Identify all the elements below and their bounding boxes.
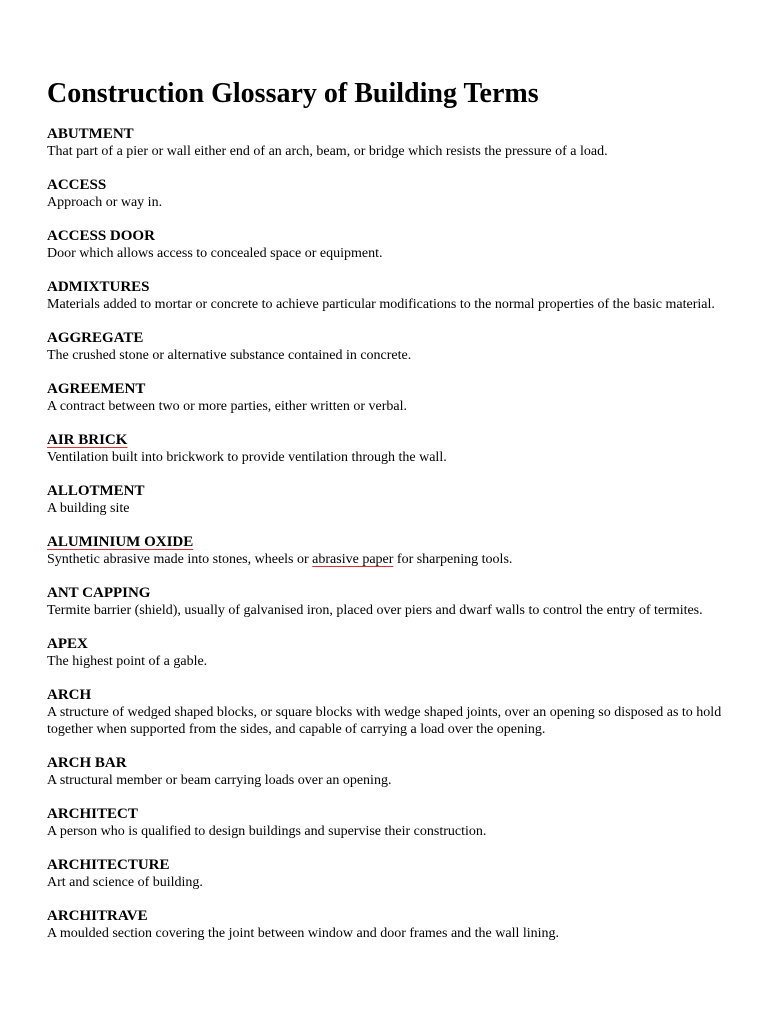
term-definition: Materials added to mortar or concrete to achieve particular modifications to the normal properties of the basic material. <box>47 297 715 312</box>
term-heading: ARCH <box>47 687 92 703</box>
term-definition: The highest point of a gable. <box>47 654 208 669</box>
term-heading: ADMIXTURES <box>47 279 150 295</box>
glossary-entry-access <box>47 177 737 211</box>
glossary-entry-arch <box>47 687 737 738</box>
term-heading: AGGREGATE <box>47 330 144 346</box>
term-heading: ARCHITECTURE <box>47 857 170 873</box>
page-title: Construction Glossary of Building Terms <box>47 78 539 109</box>
glossary-entry-abutment <box>47 126 737 160</box>
term-definition: Ventilation built into brickwork to provide ventilation through the wall. <box>47 450 447 465</box>
term-definition: Termite barrier (shield), usually of galvanised iron, placed over piers and dwarf walls to control the entry of termites. <box>47 603 703 618</box>
term-heading: ACCESS DOOR <box>47 228 155 244</box>
glossary-entry-architrave <box>47 908 737 942</box>
glossary-entry-admixtures <box>47 279 737 313</box>
term-definition: A person who is qualified to design buildings and supervise their construction. <box>47 824 487 839</box>
glossary-entry-allotment <box>47 483 737 517</box>
term-heading: ARCHITRAVE <box>47 908 148 924</box>
glossary-entry-arch-bar <box>47 755 737 789</box>
spellcheck-flagged-term[interactable]: ALUMINIUM OXIDE <box>47 534 194 550</box>
term-heading: ARCHITECT <box>47 806 138 822</box>
term-heading: ACCESS <box>47 177 107 193</box>
term-heading: APEX <box>47 636 88 652</box>
term-definition: Approach or way in. <box>47 195 163 210</box>
term-heading <box>47 534 737 551</box>
term-definition: A structure of wedged shaped blocks, or square blocks with wedge shaped joints, over an opening so disposed as to hold together when supported from the sides, and capable of carrying a load over the opening. <box>47 705 722 737</box>
glossary-entry-architecture <box>47 857 737 891</box>
glossary-entry-architect <box>47 806 737 840</box>
glossary-page <box>47 76 737 959</box>
term-heading: ABUTMENT <box>47 126 134 142</box>
spellcheck-flagged-term[interactable]: AIR BRICK <box>47 432 128 448</box>
glossary-entry-agreement <box>47 381 737 415</box>
term-heading <box>47 432 737 449</box>
definition-text: for sharpening tools. <box>393 552 513 567</box>
term-heading: ARCH BAR <box>47 755 127 771</box>
term-definition: That part of a pier or wall either end of an arch, beam, or bridge which resists the pressure of a load. <box>47 144 608 159</box>
term-definition: Art and science of building. <box>47 875 203 890</box>
glossary-entry-aggregate <box>47 330 737 364</box>
term-heading: ANT CAPPING <box>47 585 151 601</box>
glossary-entry-aluminium-oxide <box>47 534 737 568</box>
glossary-entry-ant-capping <box>47 585 737 619</box>
term-definition: Door which allows access to concealed space or equipment. <box>47 246 383 261</box>
term-definition: The crushed stone or alternative substance contained in concrete. <box>47 348 412 363</box>
term-definition: A building site <box>47 501 130 516</box>
term-definition: A moulded section covering the joint between window and door frames and the wall lining. <box>47 926 560 941</box>
term-heading: AGREEMENT <box>47 381 146 397</box>
glossary-entry-apex <box>47 636 737 670</box>
glossary-entry-air-brick <box>47 432 737 466</box>
glossary-entry-access-door <box>47 228 737 262</box>
term-heading: ALLOTMENT <box>47 483 145 499</box>
term-definition <box>47 551 737 568</box>
spellcheck-flagged-phrase[interactable]: abrasive paper <box>312 552 394 567</box>
definition-text: Synthetic abrasive made into stones, wheels or <box>47 552 313 567</box>
term-definition: A contract between two or more parties, either written or verbal. <box>47 399 407 414</box>
term-definition: A structural member or beam carrying loads over an opening. <box>47 773 392 788</box>
